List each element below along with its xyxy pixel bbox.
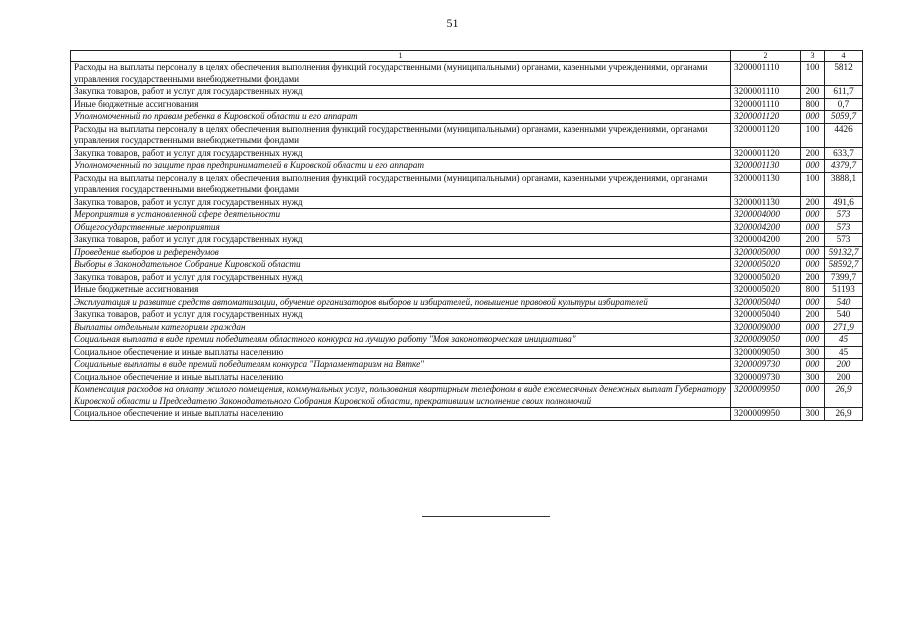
row-kind-cell: 000 — [801, 209, 825, 222]
header-col-sum: 4 — [825, 51, 863, 62]
row-name-cell: Общегосударственные мероприятия — [71, 221, 731, 234]
row-kind-cell: 000 — [801, 111, 825, 124]
row-code-cell: 3200001110 — [731, 62, 801, 86]
row-sum-cell: 633,7 — [825, 147, 863, 160]
row-sum-cell: 5059,7 — [825, 111, 863, 124]
row-code-cell: 3200004200 — [731, 234, 801, 247]
row-kind-cell: 800 — [801, 98, 825, 111]
table-row — [71, 371, 863, 384]
row-code-cell: 3200001130 — [731, 196, 801, 209]
row-sum-cell: 491,6 — [825, 196, 863, 209]
table-row — [71, 196, 863, 209]
table-row — [71, 246, 863, 259]
table-row — [71, 359, 863, 372]
header-col-code: 2 — [731, 51, 801, 62]
row-kind-cell: 300 — [801, 371, 825, 384]
row-code-cell: 3200004200 — [731, 221, 801, 234]
row-code-cell: 3200001110 — [731, 86, 801, 99]
row-sum-cell: 3888,1 — [825, 172, 863, 196]
row-name-cell: Компенсация расходов на оплату жилого помещения, коммунальных услуг, пользования квартирным телефоном в виде ежемесячных денежных выплат Губернатору Кировской области и Председателю Законодательного Собрания Кировской области, прекратившим исполнение своих полномочий — [71, 384, 731, 408]
row-name-cell: Расходы на выплаты персоналу в целях обеспечения выполнения функций государственными (муниципальными) органами, казенными учреждениями, органами управления государственными внебюджетными фондами — [71, 123, 731, 147]
table-row — [71, 98, 863, 111]
row-name-cell: Социальное обеспечение и иные выплаты населению — [71, 408, 731, 421]
row-kind-cell: 000 — [801, 221, 825, 234]
row-sum-cell: 0,7 — [825, 98, 863, 111]
row-kind-cell: 000 — [801, 160, 825, 173]
table-row — [71, 259, 863, 272]
row-name-cell: Закупка товаров, работ и услуг для государственных нужд — [71, 147, 731, 160]
row-code-cell: 3200009730 — [731, 359, 801, 372]
row-sum-cell: 4426 — [825, 123, 863, 147]
row-sum-cell: 573 — [825, 234, 863, 247]
row-sum-cell: 59132,7 — [825, 246, 863, 259]
row-sum-cell: 45 — [825, 334, 863, 347]
row-sum-cell: 611,7 — [825, 86, 863, 99]
table-row — [71, 321, 863, 334]
row-kind-cell: 000 — [801, 259, 825, 272]
row-kind-cell: 300 — [801, 346, 825, 359]
table-row — [71, 209, 863, 222]
table-row — [71, 86, 863, 99]
row-sum-cell: 45 — [825, 346, 863, 359]
row-code-cell: 3200005000 — [731, 246, 801, 259]
row-name-cell: Социальная выплата в виде премии победителям областного конкурса на лучшую работу "Моя законотворческая инициатива" — [71, 334, 731, 347]
table-row — [71, 384, 863, 408]
row-name-cell: Выборы в Законодательное Собрание Кировской области — [71, 259, 731, 272]
row-kind-cell: 200 — [801, 234, 825, 247]
table-row — [71, 111, 863, 124]
row-code-cell: 3200009730 — [731, 371, 801, 384]
row-code-cell: 3200009050 — [731, 334, 801, 347]
row-name-cell: Социальное обеспечение и иные выплаты населению — [71, 371, 731, 384]
row-sum-cell: 58592,7 — [825, 259, 863, 272]
footer-divider — [422, 516, 550, 517]
row-kind-cell: 000 — [801, 321, 825, 334]
row-code-cell: 3200001130 — [731, 160, 801, 173]
row-kind-cell: 200 — [801, 196, 825, 209]
row-code-cell: 3200009950 — [731, 384, 801, 408]
table-row — [71, 271, 863, 284]
row-name-cell: Закупка товаров, работ и услуг для государственных нужд — [71, 271, 731, 284]
table-row — [71, 172, 863, 196]
row-name-cell: Закупка товаров, работ и услуг для государственных нужд — [71, 234, 731, 247]
page-number: 51 — [446, 16, 459, 30]
row-name-cell: Расходы на выплаты персоналу в целях обеспечения выполнения функций государственными (муниципальными) органами, казенными учреждениями, органами управления государственными внебюджетными фондами — [71, 62, 731, 86]
row-name-cell: Закупка товаров, работ и услуг для государственных нужд — [71, 196, 731, 209]
table-row — [71, 147, 863, 160]
row-kind-cell: 000 — [801, 359, 825, 372]
table-body — [71, 62, 863, 421]
row-code-cell: 3200004000 — [731, 209, 801, 222]
row-code-cell: 3200005040 — [731, 309, 801, 322]
row-kind-cell: 300 — [801, 408, 825, 421]
header-col-name: 1 — [71, 51, 731, 62]
row-code-cell: 3200005020 — [731, 259, 801, 272]
row-code-cell: 3200005040 — [731, 296, 801, 309]
row-name-cell: Закупка товаров, работ и услуг для государственных нужд — [71, 309, 731, 322]
row-kind-cell: 000 — [801, 384, 825, 408]
budget-table — [70, 50, 863, 421]
row-name-cell: Социальные выплаты в виде премий победителям конкурса "Парламентаризм на Вятке" — [71, 359, 731, 372]
row-name-cell: Уполномоченный по защите прав предпринимателей в Кировской области и его аппарат — [71, 160, 731, 173]
row-name-cell: Выплаты отдельным категориям граждан — [71, 321, 731, 334]
table-row — [71, 62, 863, 86]
table-header-row — [71, 51, 863, 62]
row-sum-cell: 573 — [825, 209, 863, 222]
row-sum-cell: 200 — [825, 371, 863, 384]
row-code-cell: 3200001120 — [731, 123, 801, 147]
row-kind-cell: 200 — [801, 271, 825, 284]
header-col-kind: 3 — [801, 51, 825, 62]
row-kind-cell: 100 — [801, 123, 825, 147]
table-row — [71, 346, 863, 359]
row-name-cell: Закупка товаров, работ и услуг для государственных нужд — [71, 86, 731, 99]
row-kind-cell: 100 — [801, 62, 825, 86]
table-row — [71, 160, 863, 173]
table-row — [71, 234, 863, 247]
row-code-cell: 3200009950 — [731, 408, 801, 421]
row-sum-cell: 7399,7 — [825, 271, 863, 284]
row-sum-cell: 540 — [825, 309, 863, 322]
row-name-cell: Расходы на выплаты персоналу в целях обеспечения выполнения функций государственными (муниципальными) органами, казенными учреждениями, органами управления государственными внебюджетными фондами — [71, 172, 731, 196]
row-sum-cell: 271,9 — [825, 321, 863, 334]
row-sum-cell: 4379,7 — [825, 160, 863, 173]
row-sum-cell: 5812 — [825, 62, 863, 86]
row-sum-cell: 26,9 — [825, 384, 863, 408]
row-kind-cell: 100 — [801, 172, 825, 196]
row-name-cell: Социальное обеспечение и иные выплаты населению — [71, 346, 731, 359]
row-sum-cell: 540 — [825, 296, 863, 309]
row-code-cell: 3200001120 — [731, 111, 801, 124]
row-sum-cell: 573 — [825, 221, 863, 234]
row-kind-cell: 800 — [801, 284, 825, 297]
row-kind-cell: 200 — [801, 86, 825, 99]
row-kind-cell: 000 — [801, 296, 825, 309]
table-row — [71, 334, 863, 347]
row-name-cell: Проведение выборов и референдумов — [71, 246, 731, 259]
row-code-cell: 3200001130 — [731, 172, 801, 196]
row-kind-cell: 000 — [801, 334, 825, 347]
row-code-cell: 3200009050 — [731, 346, 801, 359]
row-code-cell: 3200009000 — [731, 321, 801, 334]
row-name-cell: Уполномоченный по правам ребенка в Кировской области и его аппарат — [71, 111, 731, 124]
row-kind-cell: 200 — [801, 147, 825, 160]
row-name-cell: Иные бюджетные ассигнования — [71, 284, 731, 297]
row-sum-cell: 26,9 — [825, 408, 863, 421]
table-row — [71, 408, 863, 421]
row-code-cell: 3200005020 — [731, 284, 801, 297]
table-row — [71, 221, 863, 234]
row-code-cell: 3200001120 — [731, 147, 801, 160]
row-kind-cell: 000 — [801, 246, 825, 259]
row-name-cell: Мероприятия в установленной сфере деятельности — [71, 209, 731, 222]
table-row — [71, 296, 863, 309]
table-row — [71, 123, 863, 147]
row-kind-cell: 200 — [801, 309, 825, 322]
table-row — [71, 284, 863, 297]
row-sum-cell: 51193 — [825, 284, 863, 297]
row-code-cell: 3200005020 — [731, 271, 801, 284]
table-row — [71, 309, 863, 322]
row-sum-cell: 200 — [825, 359, 863, 372]
row-name-cell: Иные бюджетные ассигнования — [71, 98, 731, 111]
row-name-cell: Эксплуатация и развитие средств автоматизации, обучение организаторов выборов и избирателей, повышение правовой культуры избирателей — [71, 296, 731, 309]
row-code-cell: 3200001110 — [731, 98, 801, 111]
